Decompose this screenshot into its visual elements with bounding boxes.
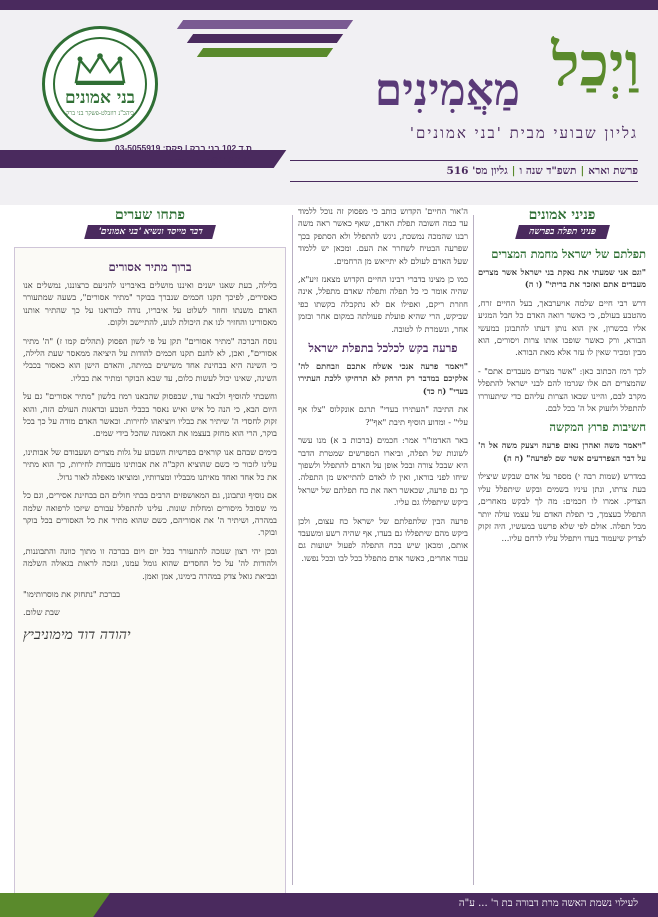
logo [42, 26, 158, 142]
parsha-name: פרשת וארא [588, 165, 638, 177]
footer-dedication-bar [0, 893, 658, 917]
section-title: פתחו שערים [114, 207, 185, 223]
paragraph: במדרש (שמות רבה י) מספר על אדם שבקש שיצילו בעת צרתו, ונתן עיניו בשמים ובקש שיתפלל עליו הצדיק. אמרו לו חכמים: מה לך לבקש מאחרים, התפלל בעצמך, כי תפלת האדם על עצמו עולה יותר מכל תפלה. אולם לפי שלא פרשנו במעשיו, היה זקוק לצדיק שיעמוד בעדו ויתפלל עליו לרחם עליו... [478, 471, 646, 544]
column-divider [292, 215, 293, 885]
section-subtitle: פניני תפלה בפרשה [515, 225, 610, 239]
masthead-word-2: מַאֲמִינִים [374, 65, 520, 116]
column-right [478, 205, 646, 893]
section-header [14, 205, 286, 241]
paragraph: בימים שבהם אנו קוראים בפרשיות השבוע על גלות מצרים ושעבודם של אבותינו, עלינו לזכור כי כשם שהוציא הקב"ה את אבותינו מעבדות לחירות, כך הוא מתיר את כל אחד ואחד מאיתנו מכבליו ומצרותיו, ומוציאו מאפלה לאור גדול. [23, 446, 277, 482]
paragraph: ובכן יהי רצון שנזכה להתעורר בכל יום ויום בברכה זו מתוך כוונה והתבוננות, ולהודות לה' על כל החסדים שהוא גומל עמנו, ונזכה לראות בגאולה השלמה ובביאת גואל צדק במהרה בימינו, אמן ואמן. [23, 545, 277, 581]
masthead-header [0, 0, 658, 205]
article-title: פרעה בקש לכלכל בתפלת ישראל [308, 341, 458, 356]
logo-ring [53, 37, 147, 131]
article-title: חשיבות פרוץ המקשה [549, 420, 646, 435]
logo-subtext: ביהכ"נ רוזבלט-פשקר בני ברק [66, 109, 134, 117]
article-title: ברוך מתיר אסורים [108, 260, 192, 274]
paragraph: באר האדמו"ר אמר: חכמים (ברכות ב א) מנו עשר לשונות של תפלה, וביארו המפרשים שמטרת הדבר היא שבכל צורה ובכל אופן על האדם להתפלל ולשפוך שיחו לפני בוראו, ואין לו לאדם להתייאש מן התפלה. כך גם פרעה, שכאשר ראה את כח תפלתם של ישראל ביקש שיתפללו גם עליו. [298, 435, 468, 508]
masthead-subtitle: גליון שבועי מבית 'בני אמונים' [409, 124, 638, 142]
paragraph: וחשבתי להוסיף ולבאר עוד, שבפסוק שהבאנו רמוז בלשון "מתיר אסורים" גם על היום הבא, כי הנה כל איש ואיש נאסר בכבלי הטבע ובדאגות העולם הזה, והוא זקוק לחסדי ה' שיתיר את כבליו ויוציאהו לחירות. וכאשר האדם מודה על כך בכל בוקר, הרי הוא מחזק בעצמו את האמונה שהכל בידי שמים. [23, 391, 277, 439]
paragraph: לכך רמז הכתוב כאן: "אשר מצרים מעבדים אתם" - שהמצרים הם אלו שגרמו להם לבני ישראל להתפלל מקרב לבם, והיינו שבאו הצרות עליהם כדי שיתעוררו להתפלל ולזעוק אל ה' בכל לבם. [478, 365, 646, 414]
header-top-band [0, 0, 658, 10]
section-header [478, 205, 646, 241]
closing-blessing: בברכת "נתחזק את מוסרותימו" [23, 588, 121, 599]
contact-address: ת.ד 102 בני ברק | פקס: 03-5055919 [115, 143, 252, 153]
issue-info-bar [290, 160, 638, 182]
column-middle [298, 205, 468, 893]
closing-shabbat-shalom: שבת שלום. [23, 607, 60, 618]
masthead-title [270, 30, 640, 120]
logo-text: בני אמונים [64, 87, 136, 108]
masthead-word-1: וַיְכַל [551, 30, 640, 100]
separator: | [580, 165, 585, 177]
issue-number: גליון מס' 516 [446, 165, 508, 177]
verse-quote: "ויאמר פרעה אנכי אשלח אתכם וזבחתם לה' אלקיכם במדבר רק הרחק לא תרחיקו ללכת העתירו בעדי" (ח כד) [298, 361, 468, 396]
column-left [14, 205, 286, 893]
paragraph: כמו כן מצינו בדברי רבינו החיים הקדוש מצאנז זיע"א, שהיה אומר כי כל תפלה ותפלה שאדם מתפלל, אינה חוזרת ריקם, ואפילו אם לא נתקבלה בקשתו כפי שביקש, הרי שהיא פועלת פעולתה במקום אחר ובזמן אחר, ונשמרת לו לטובה. [298, 274, 468, 334]
header-stripe [177, 20, 353, 29]
editorial-box [14, 247, 286, 893]
paragraph: את התיבה "העתירו בעדי" תרגם אונקלוס "צלו אף עלי" - ומדוע הוסיף תיבת "אף"? [298, 404, 468, 427]
contact-info [42, 142, 252, 166]
column-divider [473, 215, 474, 885]
paragraph: בלילה, בעת שאנו ישנים ואיננו מושלים באיברינו להניעם כרצוננו, נמשלים אנו כאסירים, לפיכך תקנו חכמים שנברך בבוקר "מתיר אסורים", בשעה שמתעורר האדם משנתו וחוזר לשלוט על איבריו, נודה לבוראנו על כך שהתיר אותנו מאסורינו והחזיר לנו את היכולת לנוע, להתיישב ולקום. [23, 280, 277, 328]
author-signature: יהודה דוד מימוניביץ [23, 626, 131, 643]
verse-quote: "ויאמר משה ואהרן נאום פרעה ויצעק משה אל ה' על דבר הצפרדעים אשר שם לפרעה" (ח ה) [478, 440, 646, 463]
paragraph: אם נוסיף ונתבונן, גם המאושפזים הרבים בבתי חולים הם בבחינת אסירים, וגם כל מי שסובל מיסורים ומחלות שונות. עלינו להתפלל עבורם שיזכו לרפואה שלמה במהרה, ושיתיר ה' את אסוריהם, כשם שהוא מתיר את כל האסורים בכל בוקר ובוקר. [23, 490, 277, 538]
verse-quote: "וגם אני שמעתי את נאקת בני ישראל אשר מצרים מעבדים אתם ואזכר את בריתי" (ו ה) [478, 267, 646, 290]
dedication-text: לעילוי נשמת האשה מרת דבורה בת ר' ... ע"ה [458, 898, 638, 909]
paragraph: דרש רבי חיים שלמה אויערבאך, בעל החיים זרח, מהטבע בעולם, כי כאשר רואה האדם כל חבל המגיע אליו בכשרון, אין הוא נותן דעתו להתבונן במעשי הבורא, ורק כאשר שופכו אותו צרות ויסורים, הוא מבין ומכיר שאין לו עזר אלא מאת הבורא. [478, 297, 646, 358]
paragraph: נוסח הברכה "מתיר אסורים" תקן על פי לשון הפסוק (תהלים קמו ז) "ה' מתיר אסורים", ואכן, לא לחנם תקנו חכמים להודות על היציאה ממאסר שעת הלילה, כי השינה היא בבחינת אחד משישים במיתה, והאדם הישן הוא כאסור בכבלי השינה, שאינו יכול לעשות כלום, עד שבא הבוקר ומתיר את כבליו. [23, 335, 277, 383]
paragraph: ה'אור החיים' הקדוש כותב כי מפסוק זה נוכל ללמוד עד כמה חשובה תפלת האדם, שאף כאשר ראה משה רבנו שהמכה נמשכת, ניגש להתפלל ולא הסתפק בכך שפרעה הבטיח לשחרר את העם. ומכאן יש ללמוד שעל האדם לעולם לא יתייאש מן הרחמים. [298, 206, 468, 266]
contact-email[interactable]: 9139191@gmail.com [168, 155, 252, 165]
section-subtitle: דבר מייסד ונשיא 'בני אמונים' [84, 225, 216, 239]
section-title: פניני אמונים [528, 207, 596, 223]
separator: | [511, 165, 516, 177]
crown-icon [72, 52, 128, 86]
article-title: תפלתם של ישראל מחמת המצרים [491, 247, 646, 261]
footer-stripe [0, 893, 110, 917]
issue-year: תשפ"ד שנה ו [519, 165, 577, 177]
paragraph: פרעה הבין שלתפלתם של ישראל כח עצום, ולכן ביקש מהם שיתפללו גם בעדו, אף שהיה רשע ומשעבד אותם, ומכאן שיש בכח התפלה לפעול ישועות גם עבור אחרים, כאשר אדם מתפלל בכל לבו ובכל נפשו. [298, 515, 468, 563]
